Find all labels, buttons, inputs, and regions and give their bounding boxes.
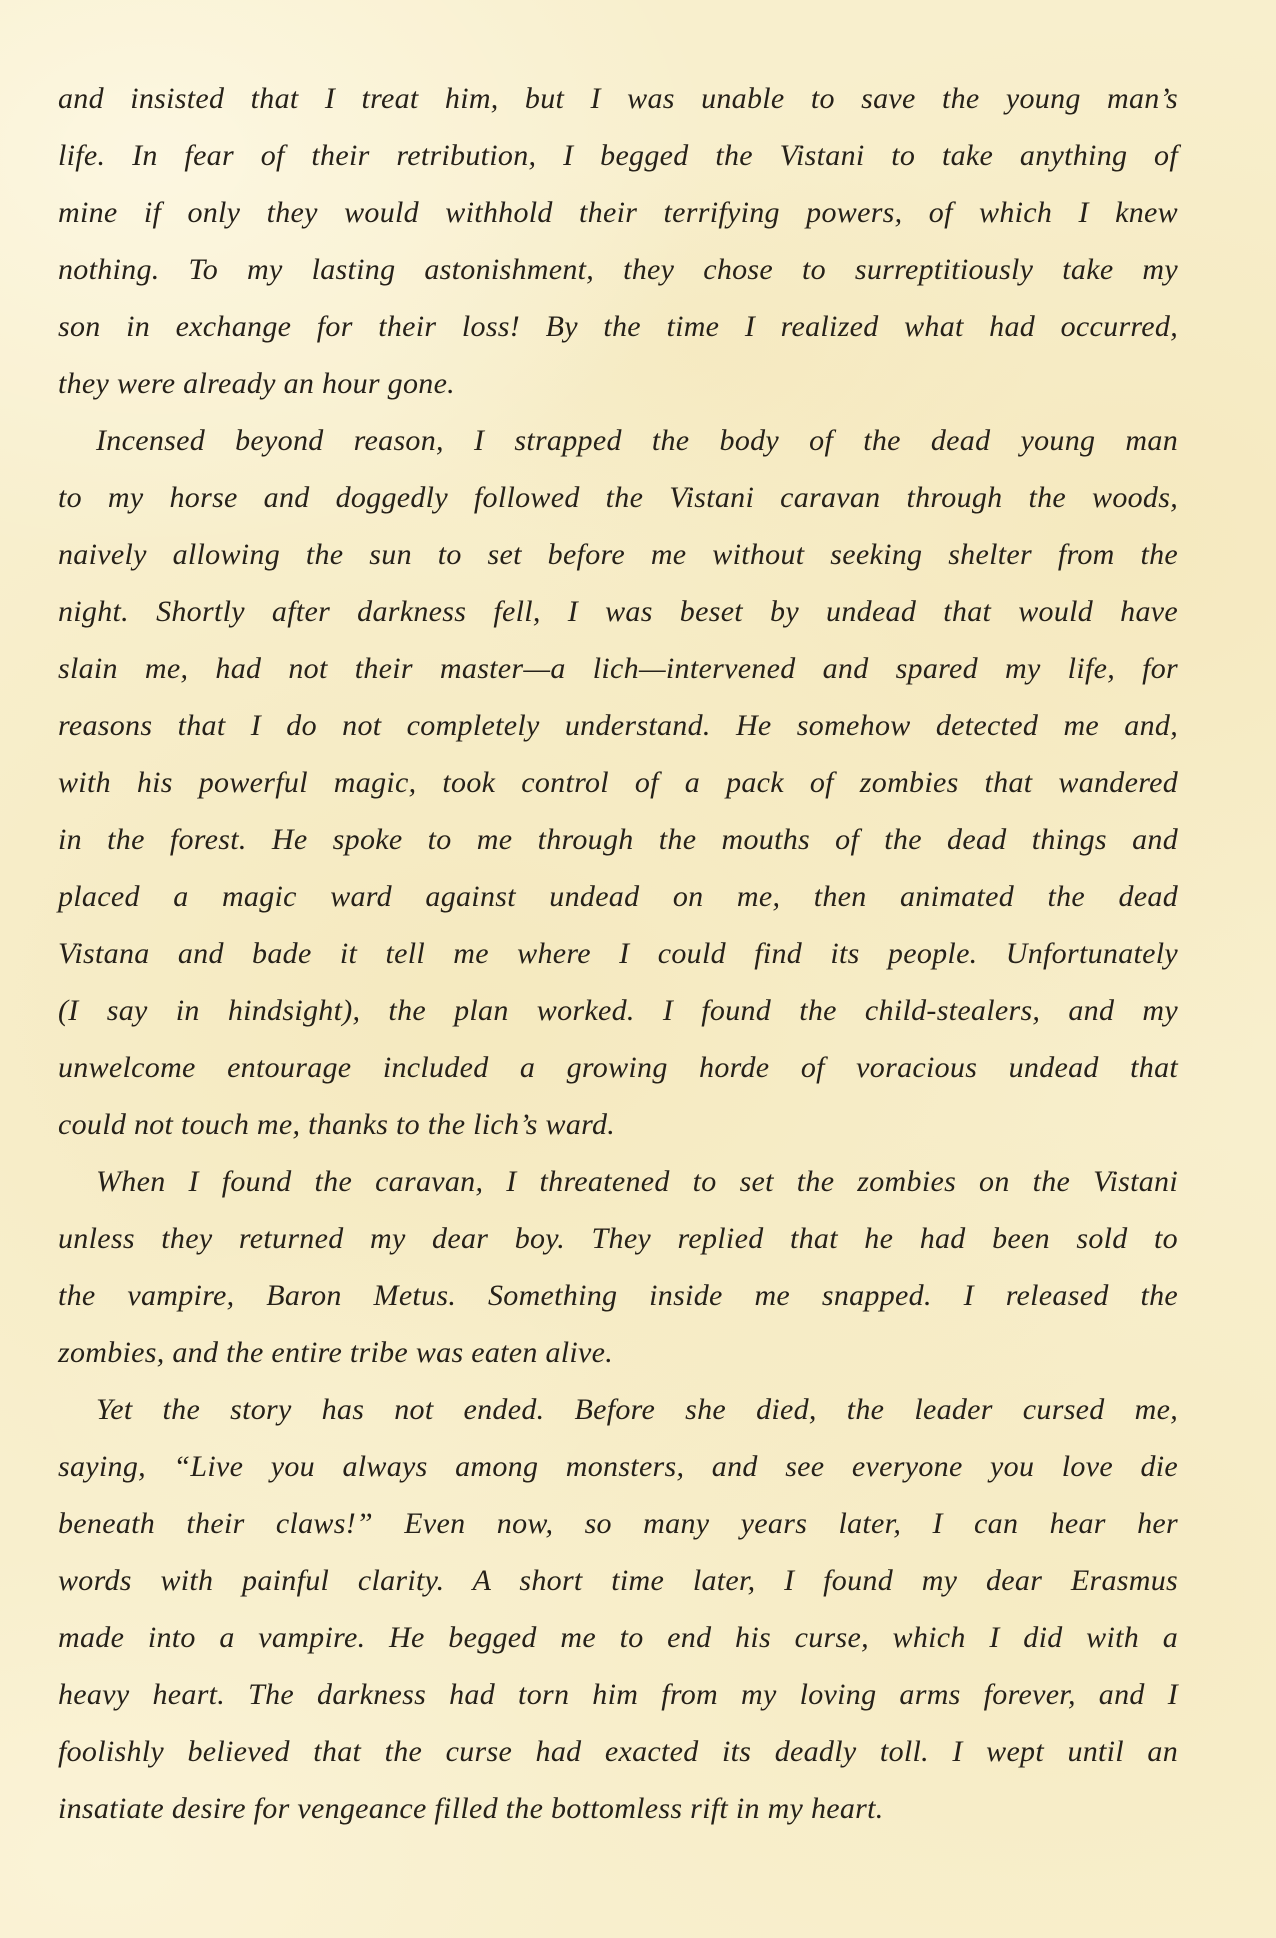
text-line: (I say in hindsight), the plan worked. I found the child-stealers, and my bbox=[58, 994, 1178, 1027]
text-line: Incensed beyond reason, I strapped the body of the dead young man bbox=[96, 424, 1178, 457]
text-line: with his powerful magic, took control of a pack of zombies that wandered bbox=[58, 766, 1178, 799]
text-line: saying, “Live you always among monsters, and see everyone you love die bbox=[58, 1450, 1178, 1483]
text-line: slain me, had not their master—a lich—intervened and spared my life, for bbox=[58, 652, 1178, 685]
text-line: mine if only they would withhold their terrifying powers, of which I knew bbox=[58, 196, 1178, 229]
text-line: words with painful clarity. A short time later, I found my dear Erasmus bbox=[58, 1564, 1178, 1597]
text-line: beneath their claws!” Even now, so many years later, I can hear her bbox=[58, 1507, 1178, 1540]
paragraph bbox=[58, 1381, 1178, 1837]
text-line: placed a magic ward against undead on me, then animated the dead bbox=[58, 880, 1178, 913]
text-line: unless they returned my dear boy. They replied that he had been sold to bbox=[58, 1222, 1178, 1255]
text-line: to my horse and doggedly followed the Vistani caravan through the woods, bbox=[58, 481, 1178, 514]
paragraph bbox=[58, 70, 1178, 412]
text-line: When I found the caravan, I threatened to set the zombies on the Vistani bbox=[96, 1165, 1178, 1198]
text-line: made into a vampire. He begged me to end his curse, which I did with a bbox=[58, 1621, 1178, 1654]
text-line: reasons that I do not completely understand. He somehow detected me and, bbox=[58, 709, 1178, 742]
text-line: son in exchange for their loss! By the time I realized what had occurred, bbox=[58, 310, 1178, 343]
text-line: nothing. To my lasting astonishment, they chose to surreptitiously take my bbox=[58, 253, 1178, 286]
text-line: zombies, and the entire tribe was eaten alive. bbox=[58, 1336, 614, 1369]
text-line: life. In fear of their retribution, I begged the Vistani to take anything of bbox=[58, 139, 1178, 172]
text-line: the vampire, Baron Metus. Something inside me snapped. I released the bbox=[58, 1279, 1178, 1312]
text-line: night. Shortly after darkness fell, I was beset by undead that would have bbox=[58, 595, 1178, 628]
text-line: Vistana and bade it tell me where I could find its people. Unfortunately bbox=[58, 937, 1178, 970]
text-line: and insisted that I treat him, but I was unable to save the young man’s bbox=[58, 82, 1178, 115]
text-line: could not touch me, thanks to the lich’s ward. bbox=[58, 1108, 616, 1141]
text-line: Yet the story has not ended. Before she died, the leader cursed me, bbox=[96, 1393, 1178, 1426]
text-line: heavy heart. The darkness had torn him from my loving arms forever, and I bbox=[58, 1678, 1178, 1711]
text-line: unwelcome entourage included a growing horde of voracious undead that bbox=[58, 1051, 1178, 1084]
text-line: naively allowing the sun to set before me without seeking shelter from the bbox=[58, 538, 1178, 571]
journal-text-block bbox=[58, 70, 1178, 1837]
text-line: foolishly believed that the curse had exacted its deadly toll. I wept until an bbox=[58, 1735, 1178, 1768]
paragraph bbox=[58, 1153, 1178, 1381]
text-line: in the forest. He spoke to me through the mouths of the dead things and bbox=[58, 823, 1178, 856]
text-line: they were already an hour gone. bbox=[58, 367, 455, 400]
paragraph bbox=[58, 412, 1178, 1153]
text-line: insatiate desire for vengeance filled the bottomless rift in my heart. bbox=[58, 1792, 884, 1825]
